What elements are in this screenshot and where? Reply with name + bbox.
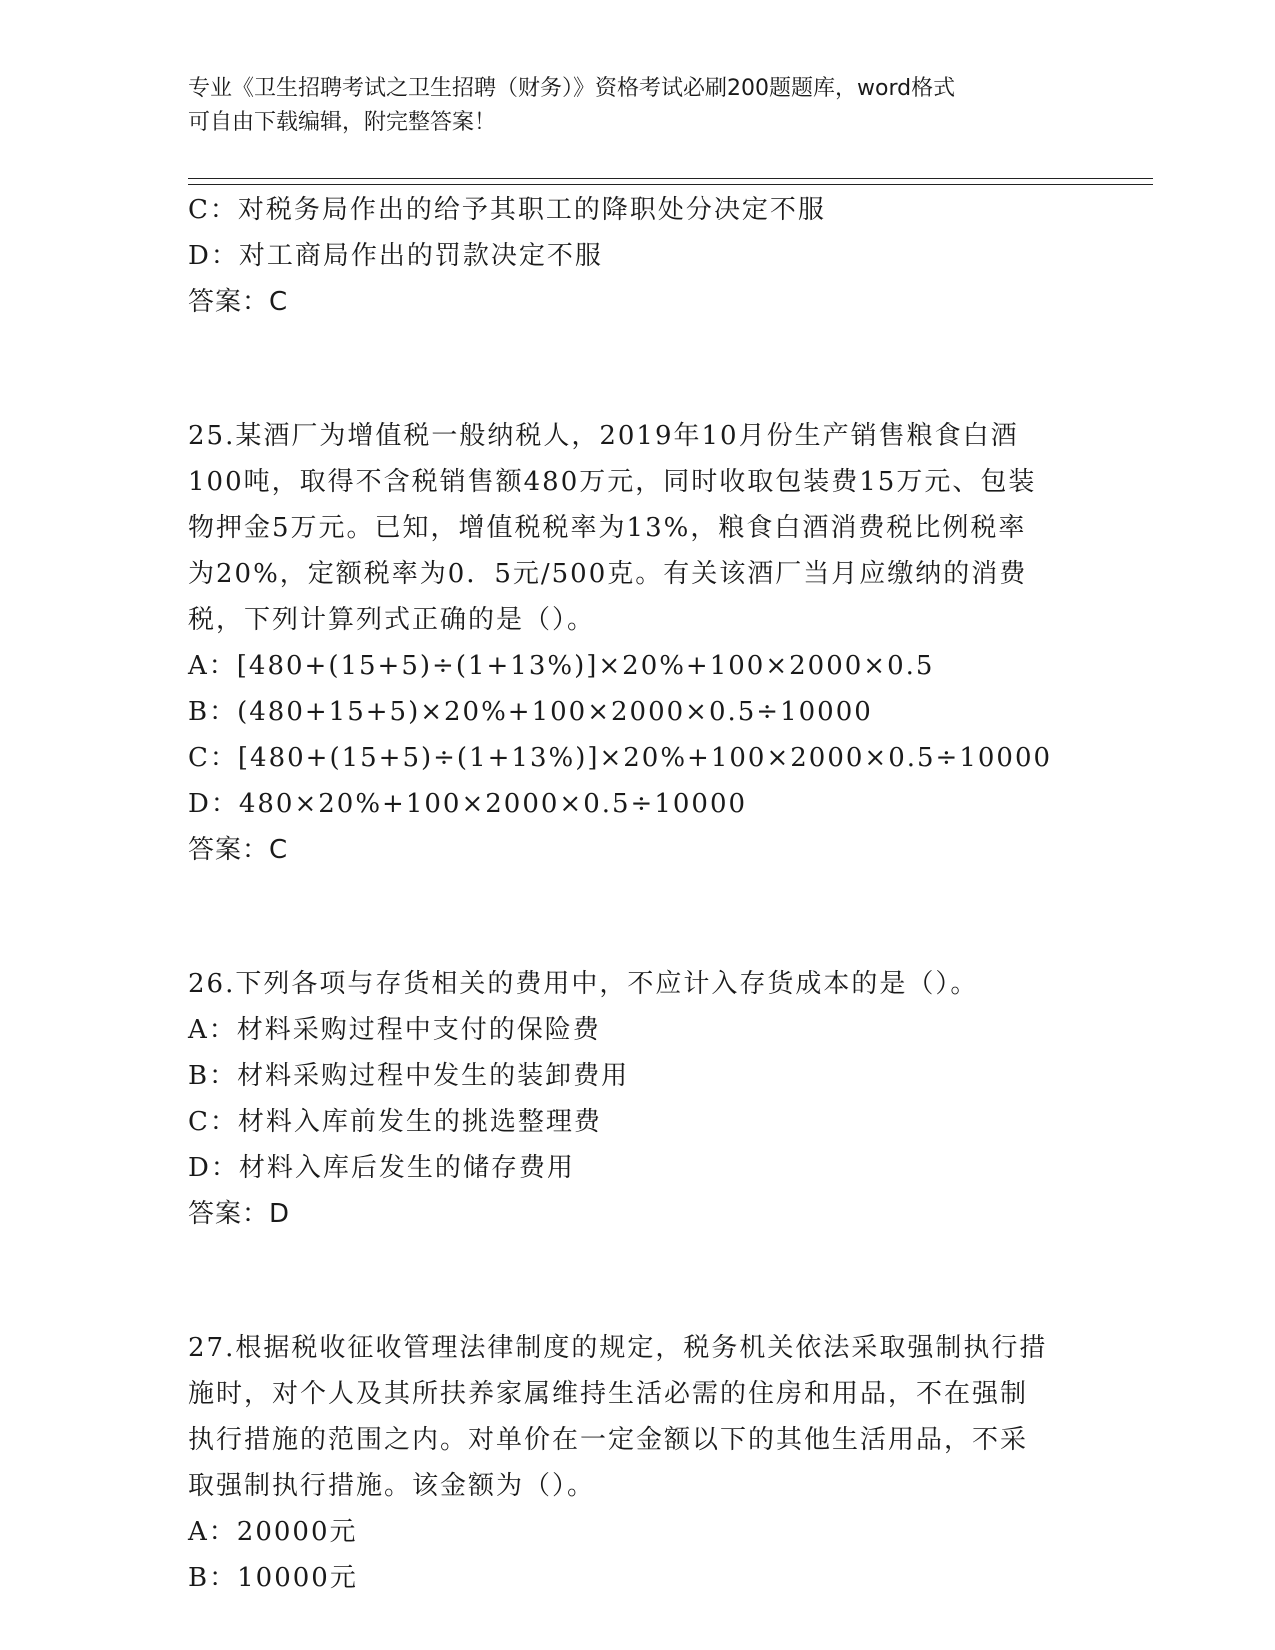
answer: 答案：C xyxy=(188,287,289,317)
option-c: C：材料入库前发生的挑选整理费 xyxy=(188,1107,602,1137)
question-stem-line: 26.下列各项与存货相关的费用中，不应计入存货成本的是（）。 xyxy=(188,969,979,999)
option-b: B：材料采购过程中发生的装卸费用 xyxy=(188,1061,630,1091)
option-d: D：材料入库后发生的储存费用 xyxy=(188,1153,575,1183)
option-d: D：480×20%+100×2000×0.5÷10000 xyxy=(188,789,748,819)
question-27 xyxy=(188,1325,1088,1601)
header-line-1: 专业《卫生招聘考试之卫生招聘（财务）》资格考试必刷200题题库，word格式 xyxy=(188,76,956,101)
option-b: B：(480+15+5)×20%+100×2000×0.5÷10000 xyxy=(188,697,873,727)
option-b: B：10000元 xyxy=(188,1563,358,1593)
question-stem-line: 执行措施的范围之内。对单价在一定金额以下的其他生活用品，不采 xyxy=(188,1425,1029,1455)
header-line-2: 可自由下载编辑，附完整答案！ xyxy=(188,110,497,135)
option-c: C：[480+(15+5)÷(1+13%)]×20%+100×2000×0.5÷10000 xyxy=(188,743,1053,773)
header-rule-bottom xyxy=(188,184,1153,185)
option-a: A：[480+(15+5)÷(1+13%)]×20%+100×2000×0.5 xyxy=(188,651,935,681)
spacer xyxy=(188,325,1088,413)
question-stem-line: 27.根据税收征收管理法律制度的规定，税务机关依法采取强制执行措 xyxy=(188,1333,1048,1363)
option-d: D：对工商局作出的罚款决定不服 xyxy=(188,241,603,271)
answer: 答案：D xyxy=(188,1199,291,1229)
prev-question xyxy=(188,187,1088,325)
question-25 xyxy=(188,413,1088,873)
question-content xyxy=(188,187,1088,1601)
page-header xyxy=(188,72,1088,140)
question-stem-line: 100吨，取得不含税销售额480万元，同时收取包装费15万元、包装 xyxy=(188,467,1037,497)
question-26 xyxy=(188,961,1088,1237)
option-a: A：20000元 xyxy=(188,1517,358,1547)
question-stem-line: 施时，对个人及其所扶养家属维持生活必需的住房和用品，不在强制 xyxy=(188,1379,1029,1409)
question-stem-line: 25.某酒厂为增值税一般纳税人，2019年10月份生产销售粮食白酒 xyxy=(188,421,1019,451)
option-c: C：对税务局作出的给予其职工的降职处分决定不服 xyxy=(188,195,826,225)
spacer xyxy=(188,873,1088,961)
header-rule-top xyxy=(188,178,1153,179)
answer: 答案：C xyxy=(188,835,289,865)
spacer xyxy=(188,1237,1088,1325)
question-stem-line: 物押金5万元。已知，增值税税率为13%，粮食白酒消费税比例税率 xyxy=(188,513,1027,543)
question-stem-line: 取强制执行措施。该金额为（）。 xyxy=(188,1471,596,1501)
question-stem-line: 为20%，定额税率为0．5元/500克。有关该酒厂当月应缴纳的消费 xyxy=(188,559,1028,589)
option-a: A：材料采购过程中支付的保险费 xyxy=(188,1015,601,1045)
question-stem-line: 税，下列计算列式正确的是（）。 xyxy=(188,605,596,635)
